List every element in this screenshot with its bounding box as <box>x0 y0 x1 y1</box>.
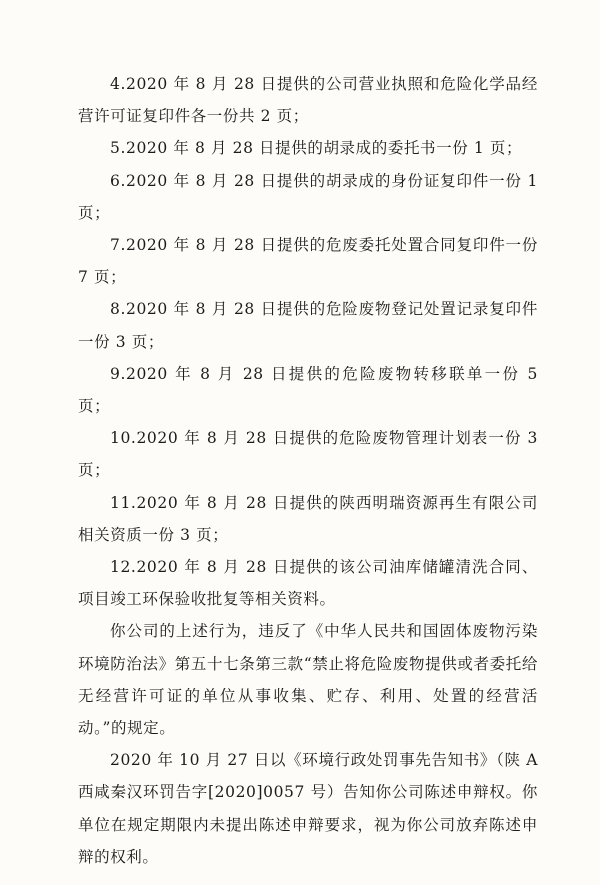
evidence-item-4: 4.2020 年 8 月 28 日提供的公司营业执照和危险化学品经营许可证复印件各一份共 2 页； <box>78 75 538 126</box>
evidence-item-9: 9.2020 年 8 月 28 日提供的危险废物转移联单一份 5 页； <box>78 364 538 416</box>
evidence-item-8: 8.2020 年 8 月 28 日提供的危险废物登记处置记录复印件一份 3 页； <box>78 300 538 351</box>
evidence-item-7: 7.2020 年 8 月 28 日提供的危废委托处置合同复印件一份 7 页； <box>78 236 538 287</box>
evidence-item-12: 12.2020 年 8 月 28 日提供的该公司油库储罐清洗合同、项目竣工环保验收批复等相关资料。 <box>78 558 538 609</box>
evidence-item-10: 10.2020 年 8 月 28 日提供的危险废物管理计划表一份 3 页； <box>78 429 538 480</box>
evidence-item-6: 6.2020 年 8 月 28 日提供的胡录成的身份证复印件一份 1 页； <box>78 171 538 222</box>
violation-paragraph: 你公司的上述行为，违反了《中华人民共和国固体废物污染环境防治法》第五十七条第三款“禁止将危险废物提供或者委托给无经营许可证的单位从事收集、贮存、利用、处置的经营活动。”的规定。 <box>78 622 538 738</box>
evidence-item-5: 5.2020 年 8 月 28 日提供的胡录成的委托书一份 1 页； <box>110 139 523 158</box>
document-body <box>78 68 538 873</box>
notice-paragraph: 2020 年 10 月 27 日以《环境行政处罚事先告知书》（陕 A 西咸秦汉环罚告字[2020]0057 号）告知你公司陈述申辩权。你单位在规定期限内未提出陈述申辩要求，视为你公司放弃陈述申辩的权利。 <box>78 751 538 866</box>
evidence-item-11: 11.2020 年 8 月 28 日提供的陕西明瑞资源再生有限公司相关资质一份 3 页； <box>78 493 538 544</box>
